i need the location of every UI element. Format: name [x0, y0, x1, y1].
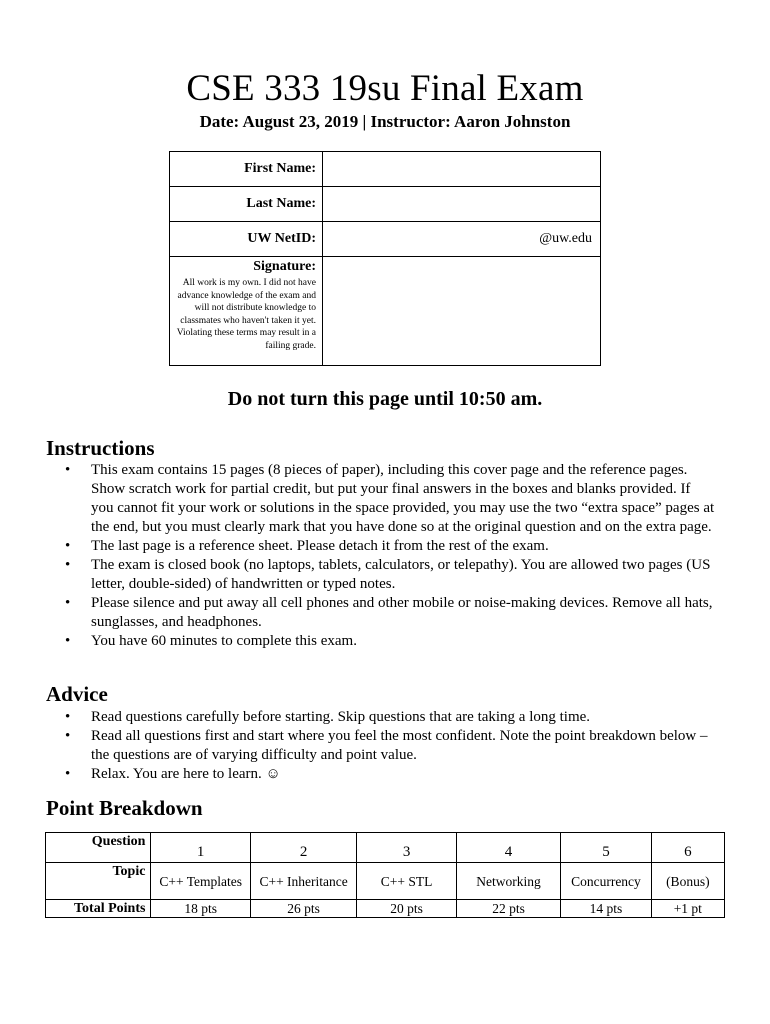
last-name-row	[170, 187, 601, 222]
points-row	[46, 900, 725, 918]
question-number: 4	[456, 833, 560, 863]
question-number: 3	[357, 833, 456, 863]
question-points: 26 pts	[250, 900, 356, 918]
first-name-row	[170, 152, 601, 187]
exam-subtitle: Date: August 23, 2019 | Instructor: Aaron Johnston	[199, 112, 571, 131]
netid-suffix: @uw.edu	[539, 231, 592, 246]
last-name-label: Last Name:	[170, 187, 323, 222]
advice-list	[46, 708, 716, 784]
question-number: 1	[151, 833, 250, 863]
question-topic: (Bonus)	[651, 863, 724, 900]
question-topic: Concurrency	[561, 863, 651, 900]
list-item: • Read all questions first and start where you feel the most confident. Note the point breakdown below – the questions are of varying difficulty and point value.	[46, 727, 716, 765]
list-item: • You have 60 minutes to complete this exam.	[46, 632, 716, 651]
netid-field[interactable]	[323, 222, 601, 257]
list-item: • Please silence and put away all cell phones and other mobile or noise-making devices. Remove all hats, sunglasses, and headphones.	[46, 594, 716, 632]
topic-row-header: Topic	[46, 863, 151, 900]
list-item: • Read questions carefully before starting. Skip questions that are taking a long time.	[46, 708, 716, 727]
question-row-header: Question	[46, 833, 151, 863]
list-item: • The exam is closed book (no laptops, tablets, calculators, or telepathy). You are allowed two pages (US letter, double-sided) of handwritten or typed notes.	[46, 556, 716, 594]
question-topic: C++ STL	[357, 863, 456, 900]
instructions-heading: Instructions	[46, 436, 155, 460]
topic-row	[46, 863, 725, 900]
question-number: 6	[651, 833, 724, 863]
signature-note: All work is my own. I did not have advance knowledge of the exam and will not distribute knowledge to classmates who haven't taken it yet. Violating these terms may result in a failing grade.	[176, 278, 316, 351]
question-number: 5	[561, 833, 651, 863]
question-number: 2	[250, 833, 356, 863]
signature-row	[170, 257, 601, 366]
start-time-warning: Do not turn this page until 10:50 am.	[227, 388, 543, 410]
netid-row	[170, 222, 601, 257]
first-name-field[interactable]	[323, 152, 601, 187]
question-row	[46, 833, 725, 863]
list-item: • The last page is a reference sheet. Please detach it from the rest of the exam.	[46, 537, 716, 556]
question-topic: Networking	[456, 863, 560, 900]
question-points: 14 pts	[561, 900, 651, 918]
question-topic: C++ Templates	[151, 863, 250, 900]
student-id-table	[169, 151, 601, 366]
netid-label: UW NetID:	[170, 222, 323, 257]
last-name-field[interactable]	[323, 187, 601, 222]
instructions-list	[46, 461, 716, 651]
points-row-header: Total Points	[46, 900, 151, 918]
list-item: • This exam contains 15 pages (8 pieces of paper), including this cover page and the reference pages. Show scratch work for partial credit, but put your final answers in the boxes and blanks provided. If you cannot fit your work or solutions in the space provided, you may use the two “extra space” pages at the end, but you must clearly mark that you have done so at the original question and on the extra page.	[46, 461, 716, 537]
signature-label: Signature:	[253, 259, 316, 274]
list-item: • Relax. You are here to learn. ☺	[46, 765, 716, 784]
question-points: 20 pts	[357, 900, 456, 918]
point-breakdown-heading: Point Breakdown	[46, 796, 203, 820]
question-points: 22 pts	[456, 900, 560, 918]
signature-label-cell	[170, 257, 323, 366]
point-breakdown-table	[45, 832, 725, 918]
first-name-label: First Name:	[170, 152, 323, 187]
question-points: +1 pt	[651, 900, 724, 918]
question-topic: C++ Inheritance	[250, 863, 356, 900]
advice-heading: Advice	[46, 682, 108, 706]
exam-title: CSE 333 19su Final Exam	[186, 68, 584, 109]
question-points: 18 pts	[151, 900, 250, 918]
signature-field[interactable]	[323, 257, 601, 366]
